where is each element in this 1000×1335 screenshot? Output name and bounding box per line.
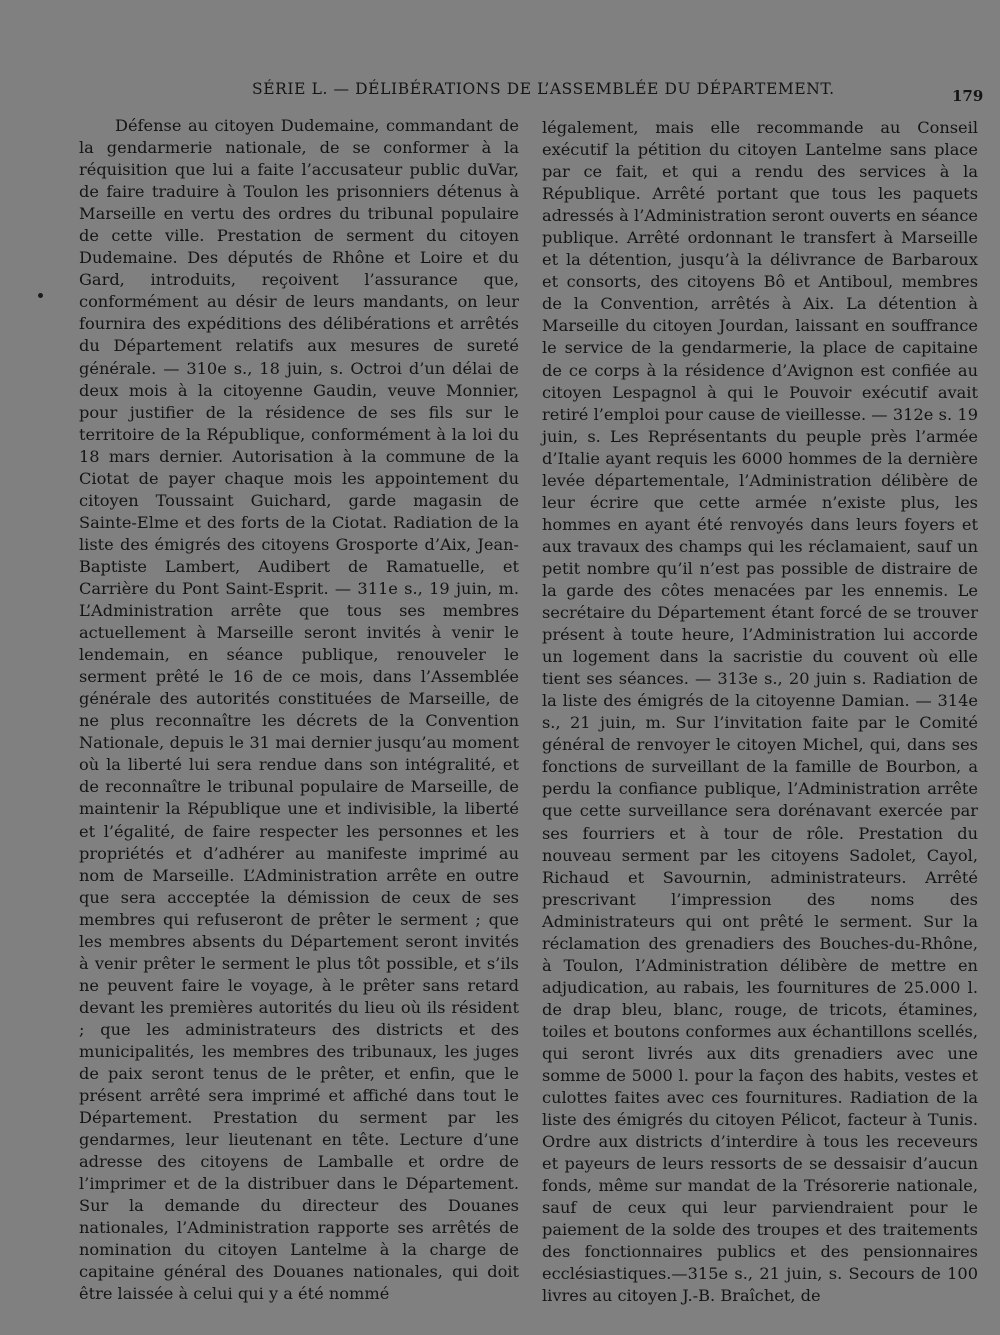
ink-speck — [38, 293, 43, 298]
right-column — [542, 117, 978, 1308]
left-column — [79, 115, 519, 1306]
page-number: 179 — [952, 87, 984, 105]
page-header — [0, 78, 1000, 105]
left-column-text: Défense au citoyen Dudemaine, commandant de la gendarmerie nationale, de se conformer à la réquisition que lui a faite l’accusateur public duVar, de faire traduire à Toulon les prisonniers détenus à Marseille en vertu des ordres du tribunal populaire de cette ville. Prestation de serment du citoyen Dudemaine. Des députés de Rhône et Loire et du Gard, introduits, reçoivent l’assurance que, conformément au désir de leurs mandants, on leur fournira des expéditions des délibérations et arrêtés du Département relatifs aux mesures de sureté générale. — 310e s., 18 juin, s. Octroi d’un délai de deux mois à la citoyenne Gaudin, veuve Monnier, pour justifier de la résidence de ses fils sur le territoire de la République, conformément à la loi du 18 mars dernier. Autorisation à la commune de la Ciotat de payer chaque mois les appointement du citoyen Toussaint Guichard, garde magasin de Sainte-Elme et des forts de la Ciotat. Radiation de la liste des émigrés des citoyens Grosporte d’Aix, Jean-Baptiste Lambert, Audibert de Ramatuelle, et Carrière du Pont Saint-Esprit. — 311e s., 19 juin, m. L’Administration arrête que tous ses membres actuellement à Marseille seront invités à venir le lendemain, en séance publique, renouveler le serment prêté le 16 de ce mois, dans l’Assemblée générale des autorités constituées de Marseille, de ne plus reconnaître les décrets de la Convention Nationale, depuis le 31 mai dernier jusqu’au moment où la liberté lui sera rendue dans son intégralité, et de reconnaître le tribunal populaire de Marseille, de maintenir la République une et indivisible, la liberté et l’égalité, de faire respecter les personnes et les propriétés et d’adhérer au manifeste imprimé au nom de Marseille. L’Administration arrête en outre que sera accceptée la démission de ceux de ses membres qui refuseront de prêter le serment ; que les membres absents du Département seront invités à venir prêter le serment le plus tôt possible, et s’ils ne peuvent faire le voyage, à le prêter sans retard devant les premières autorités du lieu où ils résident ; que les administrateurs des districts et des municipalités, les membres des tribunaux, les juges de paix seront tenus de le prêter, et enfin, que le présent arrêté sera imprimé et affiché dans tout le Département. Prestation du serment par les gendarmes, leur lieutenant en tête. Lecture d’une adresse des citoyens de Lamballe et ordre de l’imprimer et de la distribuer dans le Département. Sur la demande du directeur des Douanes nationales, l’Administration rapporte ses arrêtés de nomination du citoyen Lantelme à la charge de capitaine général des Douanes nationales, qui doit être laissée à celui qui y a été nommé — [79, 116, 519, 1304]
column-gutter — [529, 118, 530, 1238]
running-title: SÉRIE L. — DÉLIBÉRATIONS DE L’ASSEMBLÉE DU DÉPARTEMENT. — [252, 80, 835, 98]
right-column-text: légalement, mais elle recommande au Conseil exécutif la pétition du citoyen Lantelme sans place par ce fait, et qui a rendu des services à la République. Arrêté portant que tous les paquets adressés à l’Administration seront ouverts en séance publique. Arrêté ordonnant le transfert à Marseille et la détention, jusqu’à la délivrance de Barbaroux et consorts, des citoyens Bô et Antiboul, membres de la Convention, arrêtés à Aix. La détention à Marseille du citoyen Jourdan, laissant en souffrance le service de la gendarmerie, la place de capitaine de ce corps à la résidence d’Avignon est confiée au citoyen Lespagnol à qui le Pouvoir exécutif avait retiré l’emploi pour cause de vieillesse. — 312e s. 19 juin, s. Les Représentants du peuple près l’armée d’Italie ayant requis les 6000 hommes de la dernière levée départementale, l’Administration délibère de leur écrire que cette armée n’existe plus, les hommes en ayant été renvoyés dans leurs foyers et aux travaux des champs qui les réclamaient, sauf un petit nombre qu’il n’est pas possible de distraire de la garde des côtes menacées par les ennemis. Le secrétaire du Département étant forcé de se trouver présent à toute heure, l’Administration lui accorde un logement dans la sacristie du couvent où elle tient ses séances. — 313e s., 20 juin s. Radiation de la liste des émigrés de la citoyenne Damian. — 314e s., 21 juin, m. Sur l’invitation faite par le Comité général de renvoyer le citoyen Michel, qui, dans ses fonctions de surveillant de la famille de Bourbon, a perdu la confiance publique, l’Administration arrête que cette surveillance sera dorénavant exercée par ses fourriers et à tour de rôle. Prestation du nouveau serment par les citoyens Sadolet, Cayol, Richaud et Savournin, administrateurs. Arrêté prescrivant l’impression des noms des Administrateurs qui ont prêté le serment. Sur la réclamation des grenadiers des Bouches-du-Rhône, à Toulon, l’Administration délibère de mettre en adjudication, au rabais, les fournitures de 25.000 l. de drap bleu, blanc, rouge, de tricots, étamines, toiles et boutons conformes aux échantillons scellés, qui seront livrés aux dits grenadiers avec une somme de 5000 l. pour la façon des habits, vestes et culottes faites avec ces fournitures. Radiation de la liste des émigrés du citoyen Pélicot, facteur à Tunis. Ordre aux districts d’interdire à tous les receveurs et payeurs de leurs ressorts de se dessaisir d’aucun fonds, même sur mandat de la Trésorerie nationale, sauf de ceux qui leur parviendraient pour le paiement de la solde des troupes et des traitements des fonctionnaires publics et des pensionnaires ecclésiastiques.—315e s., 21 juin, s. Secours de 100 livres au citoyen J.-B. Braîchet, de — [542, 118, 978, 1306]
